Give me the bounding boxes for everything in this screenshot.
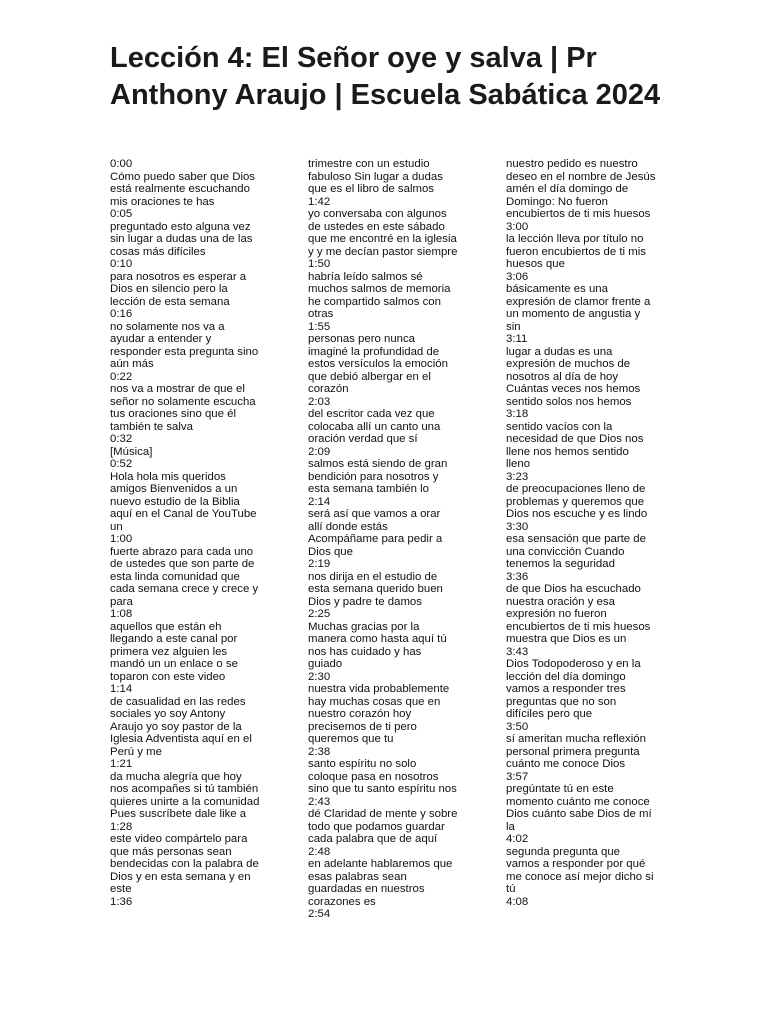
transcript-line: sí ameritan mucha reflexión bbox=[506, 733, 646, 745]
transcript-line: salmos está siendo de gran bbox=[308, 458, 448, 470]
transcript-line: queremos que tu bbox=[308, 733, 394, 745]
transcript-line: cada semana crece y crece y bbox=[110, 583, 259, 595]
transcript-line: será así que vamos a orar bbox=[308, 508, 441, 520]
transcript-line: Dios y padre te damos bbox=[308, 595, 422, 608]
timestamp: 2:30 bbox=[308, 670, 331, 683]
transcript-line: lección de esta semana bbox=[110, 295, 230, 308]
timestamp: 4:08 bbox=[506, 895, 529, 908]
transcript-line: ayudar a entender y bbox=[110, 333, 212, 345]
transcript-line: dé Claridad de mente y sobre bbox=[308, 808, 458, 820]
transcript-line: Cuántas veces nos hemos bbox=[506, 383, 641, 395]
document-title: Lección 4: El Señor oye y salva | Pr Anthony Araujo | Escuela Sabática 2024 bbox=[110, 42, 661, 111]
transcript-column-2 bbox=[308, 158, 468, 921]
timestamp: 1:50 bbox=[308, 258, 331, 270]
transcript-line: segunda pregunta que bbox=[506, 845, 621, 858]
transcript-line: sociales yo soy Antony bbox=[110, 708, 226, 720]
transcript-line: de casualidad en las redes bbox=[110, 695, 246, 708]
transcript-line: tú bbox=[506, 883, 516, 895]
transcript-line: esta semana también lo bbox=[308, 483, 429, 495]
timestamp: 3:11 bbox=[506, 333, 528, 345]
transcript-line: deseo en el nombre de Jesús bbox=[506, 170, 656, 183]
transcript-line: aquellos que están eh bbox=[110, 620, 222, 633]
transcript-line: no solamente nos va a bbox=[110, 320, 225, 333]
transcript-line: nuestra oración y esa bbox=[506, 595, 615, 608]
transcript-line: de que Dios ha escuchado bbox=[506, 583, 641, 595]
transcript-line: esta semana querido buen bbox=[308, 583, 443, 595]
timestamp: 2:14 bbox=[308, 495, 331, 508]
transcript-line: necesidad de que Dios nos bbox=[506, 433, 644, 445]
transcript-line: la bbox=[506, 820, 515, 833]
timestamp: 2:25 bbox=[308, 608, 331, 620]
transcript-line: y y me decían pastor siempre bbox=[308, 245, 458, 258]
timestamp: 2:54 bbox=[308, 908, 331, 920]
transcript-line: este bbox=[110, 883, 132, 895]
transcript-line: corazón bbox=[308, 383, 349, 395]
transcript-line: me conoce así mejor dicho si bbox=[506, 870, 654, 883]
timestamp: 4:02 bbox=[506, 833, 529, 845]
transcript-line: que es el libro de salmos bbox=[308, 183, 434, 195]
transcript-line: para nosotros es esperar a bbox=[110, 270, 247, 283]
timestamp: 0:16 bbox=[110, 308, 133, 320]
timestamp: 3:57 bbox=[506, 770, 529, 783]
transcript-line: de preocupaciones lleno de bbox=[506, 483, 646, 495]
transcript-line: Dios en silencio pero la bbox=[110, 283, 228, 295]
transcript-line: sino que tu santo espíritu nos bbox=[308, 783, 457, 795]
timestamp: 1:36 bbox=[110, 895, 133, 908]
transcript-line: nosotros al día de hoy bbox=[506, 370, 619, 383]
transcript-line: quieres unirte a la comunidad bbox=[110, 795, 260, 808]
transcript-line: corazones es bbox=[308, 895, 376, 908]
transcript-line: colocaba allí un canto una bbox=[308, 420, 441, 433]
transcript-line: fueron encubiertos de ti mis bbox=[506, 245, 646, 258]
timestamp: 3:00 bbox=[506, 220, 529, 233]
timestamp: 2:48 bbox=[308, 845, 331, 858]
transcript-line: problemas y queremos que bbox=[506, 495, 645, 508]
timestamp: 2:03 bbox=[308, 395, 331, 408]
transcript-line: Dios Todopoderoso y en la bbox=[506, 658, 641, 670]
transcript-line: muchos salmos de memoria bbox=[308, 283, 451, 295]
timestamp: 2:09 bbox=[308, 445, 331, 458]
transcript-line: cosas más difíciles bbox=[110, 245, 206, 258]
transcript-line: coloque pasa en nosotros bbox=[308, 770, 439, 783]
transcript-line: oración verdad que sí bbox=[308, 433, 418, 445]
transcript-line: este video compártelo para bbox=[110, 833, 248, 845]
transcript-line: vamos a responder tres bbox=[506, 683, 626, 695]
transcript-line: encubiertos de ti mis huesos bbox=[506, 208, 651, 220]
timestamp: 3:06 bbox=[506, 270, 529, 283]
timestamp: 0:05 bbox=[110, 208, 133, 220]
transcript-line: Hola hola mis queridos bbox=[110, 470, 226, 483]
transcript-line: de ustedes que son parte de bbox=[110, 558, 255, 570]
transcript-line: preguntado esto alguna vez bbox=[110, 220, 251, 233]
timestamp: 1:55 bbox=[308, 320, 331, 333]
timestamp: 3:23 bbox=[506, 470, 529, 483]
timestamp: 2:43 bbox=[308, 795, 331, 808]
transcript-line: Iglesia Adventista aquí en el bbox=[110, 733, 252, 745]
transcript-line: momento cuánto me conoce bbox=[506, 795, 650, 808]
transcript-line: sin lugar a dudas una de las bbox=[110, 233, 253, 245]
transcript-line: nos dirija en el estudio de bbox=[308, 570, 438, 583]
timestamp: 3:50 bbox=[506, 720, 529, 733]
transcript-line: tus oraciones sino que él bbox=[110, 408, 237, 420]
timestamp: 1:14 bbox=[110, 683, 133, 695]
transcript-line: nuestro pedido es nuestro bbox=[506, 158, 638, 170]
transcript-line: pregúntate tú en este bbox=[506, 783, 614, 795]
transcript-line: de ustedes en este sábado bbox=[308, 220, 445, 233]
transcript-line: un bbox=[110, 520, 123, 533]
transcript-line: esa sensación que parte de bbox=[506, 533, 646, 545]
transcript-line: nuestra vida probablemente bbox=[308, 683, 450, 695]
transcript-line: sentido solos nos hemos bbox=[506, 395, 632, 408]
transcript-line: llegando a este canal por bbox=[110, 633, 238, 645]
transcript-column-1 bbox=[110, 158, 270, 908]
transcript-line: huesos que bbox=[506, 258, 565, 270]
transcript-line: expresión de muchos de bbox=[506, 358, 631, 370]
transcript-line: lugar a dudas es una bbox=[506, 345, 613, 358]
transcript-line: esta linda comunidad que bbox=[110, 570, 240, 583]
transcript-line: nos has cuidado y has bbox=[308, 645, 422, 658]
timestamp: 1:08 bbox=[110, 608, 133, 620]
transcript-line: lección del día domingo bbox=[506, 670, 626, 683]
transcript-line: precisemos de ti pero bbox=[308, 720, 417, 733]
transcript-line: encubiertos de ti mis huesos bbox=[506, 620, 651, 633]
transcript-line: amigos Bienvenidos a un bbox=[110, 483, 238, 495]
transcript-line: amén el día domingo de bbox=[506, 183, 629, 195]
transcript-line: [Música] bbox=[110, 445, 153, 458]
transcript-line: expresión de clamor frente a bbox=[506, 295, 651, 308]
transcript-line: esas palabras sean bbox=[308, 870, 407, 883]
transcript-line: mandó un un enlace o se bbox=[110, 658, 238, 670]
transcript-line: bendición para nosotros y bbox=[308, 470, 439, 483]
transcript-line: del escritor cada vez que bbox=[308, 408, 435, 420]
transcript-line: difíciles pero que bbox=[506, 708, 593, 720]
transcript-line: muestra que Dios es un bbox=[506, 633, 627, 645]
transcript-line: nos va a mostrar de que el bbox=[110, 383, 245, 395]
transcript-line: fuerte abrazo para cada uno bbox=[110, 545, 254, 558]
timestamp: 2:19 bbox=[308, 558, 331, 570]
timestamp: 0:00 bbox=[110, 158, 133, 170]
transcript-line: llene nos hemos sentido bbox=[506, 445, 629, 458]
transcript-line: Acompáñame para pedir a bbox=[308, 533, 443, 545]
transcript-column-3 bbox=[506, 158, 666, 908]
transcript-line: trimestre con un estudio bbox=[308, 158, 430, 170]
transcript-line: cada palabra que de aquí bbox=[308, 833, 438, 845]
transcript-line: preguntas que no son bbox=[506, 695, 617, 708]
transcript-line: Cómo puedo saber que Dios bbox=[110, 170, 256, 183]
transcript-line: guardadas en nuestros bbox=[308, 883, 425, 895]
transcript-line: allí donde estás bbox=[308, 520, 388, 533]
transcript-line: lleno bbox=[506, 458, 531, 470]
transcript-line: Pues suscríbete dale like a bbox=[110, 808, 247, 820]
transcript-line: en adelante hablaremos que bbox=[308, 858, 453, 870]
transcript-line: también te salva bbox=[110, 420, 193, 433]
timestamp: 1:28 bbox=[110, 820, 133, 833]
transcript-line: la lección lleva por título no bbox=[506, 233, 644, 245]
timestamp: 3:36 bbox=[506, 570, 529, 583]
timestamp: 1:21 bbox=[110, 758, 133, 770]
timestamp: 0:32 bbox=[110, 433, 133, 445]
transcript-line: sin bbox=[506, 320, 521, 333]
timestamp: 0:52 bbox=[110, 458, 133, 470]
timestamp: 2:38 bbox=[308, 745, 331, 758]
transcript-line: fabuloso Sin lugar a dudas bbox=[308, 170, 443, 183]
timestamp: 3:30 bbox=[506, 520, 529, 533]
transcript-line: tenemos la seguridad bbox=[506, 558, 615, 570]
transcript-line: guiado bbox=[308, 658, 343, 670]
transcript-line: que debió albergar en el bbox=[308, 370, 431, 383]
transcript-line: primera vez alguien les bbox=[110, 645, 228, 658]
transcript-line: Dios que bbox=[308, 545, 353, 558]
transcript-line: una convicción Cuando bbox=[506, 545, 625, 558]
transcript-line: Dios nos escuche y es lindo bbox=[506, 508, 648, 520]
timestamp: 0:10 bbox=[110, 258, 133, 270]
timestamp: 1:00 bbox=[110, 533, 133, 545]
transcript-line: otras bbox=[308, 308, 334, 320]
transcript-line: expresión no fueron bbox=[506, 608, 607, 620]
transcript-line: da mucha alegría que hoy bbox=[110, 770, 242, 783]
timestamp: 3:18 bbox=[506, 408, 529, 420]
transcript-line: habría leído salmos sé bbox=[308, 270, 423, 283]
transcript-line: mis oraciones te has bbox=[110, 195, 215, 208]
transcript-line: toparon con este video bbox=[110, 670, 226, 683]
transcript-line: está realmente escuchando bbox=[110, 183, 250, 195]
transcript-line: vamos a responder por qué bbox=[506, 858, 646, 870]
transcript-line: Dios y en esta semana y en bbox=[110, 870, 251, 883]
transcript-line: personas pero nunca bbox=[308, 333, 416, 345]
transcript-line: nuestro corazón hoy bbox=[308, 708, 412, 720]
timestamp: 3:43 bbox=[506, 645, 529, 658]
transcript-line: nuevo estudio de la Biblia bbox=[110, 495, 240, 508]
transcript-line: manera como hasta aquí tú bbox=[308, 633, 447, 645]
transcript-line: un momento de angustia y bbox=[506, 308, 641, 320]
transcript-line: aquí en el Canal de YouTube bbox=[110, 508, 257, 520]
transcript-line: todo que podamos guardar bbox=[308, 820, 445, 833]
transcript-line: Perú y me bbox=[110, 745, 162, 758]
transcript-line: cuánto me conoce Dios bbox=[506, 758, 626, 770]
transcript-line: básicamente es una bbox=[506, 283, 608, 295]
transcript-line: Araujo yo soy pastor de la bbox=[110, 720, 242, 733]
transcript-line: yo conversaba con algunos bbox=[308, 208, 447, 220]
timestamp: 0:22 bbox=[110, 370, 133, 383]
transcript-line: sentido vacíos con la bbox=[506, 420, 613, 433]
transcript-line: bendecidas con la palabra de bbox=[110, 858, 259, 870]
transcript-line: responder esta pregunta sino bbox=[110, 345, 259, 358]
transcript-line: Muchas gracias por la bbox=[308, 620, 420, 633]
transcript-line: personal primera pregunta bbox=[506, 745, 640, 758]
transcript-line: que más personas sean bbox=[110, 845, 232, 858]
transcript-line: para bbox=[110, 595, 133, 608]
transcript-line: hay muchas cosas que en bbox=[308, 695, 441, 708]
transcript-line: santo espíritu no solo bbox=[308, 758, 417, 770]
transcript-line: estos versículos la emoción bbox=[308, 358, 448, 370]
transcript-line: nos acompañes si tú también bbox=[110, 783, 259, 795]
transcript-line: imaginé la profundidad de bbox=[308, 345, 440, 358]
transcript-line: he compartido salmos con bbox=[308, 295, 441, 308]
transcript-line: señor no solamente escucha bbox=[110, 395, 256, 408]
transcript-line: aún más bbox=[110, 358, 154, 370]
transcript-line: Domingo: No fueron bbox=[506, 195, 608, 208]
timestamp: 1:42 bbox=[308, 195, 331, 208]
transcript-line: que me encontré en la iglesia bbox=[308, 233, 457, 245]
transcript-line: Dios cuánto sabe Dios de mí bbox=[506, 808, 652, 820]
